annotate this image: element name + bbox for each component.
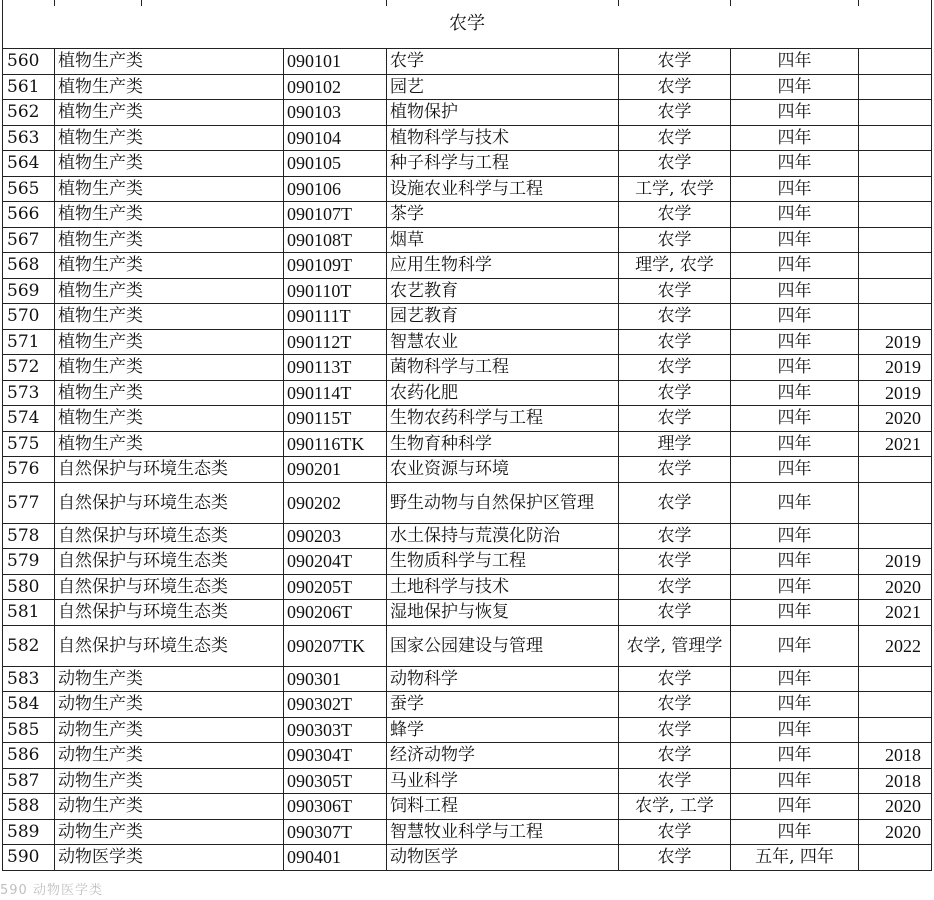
year-added-cell [859, 125, 932, 151]
row-number: 588 [3, 794, 55, 820]
category-cell: 植物生产类 [55, 227, 284, 253]
row-number: 564 [3, 151, 55, 177]
category-cell: 植物生产类 [55, 304, 284, 330]
duration-cell: 四年 [731, 692, 859, 718]
duration-cell: 四年 [731, 380, 859, 406]
year-added-cell: 2021 [859, 431, 932, 457]
category-cell: 动物生产类 [55, 717, 284, 743]
degree-cell: 农学, 工学 [619, 794, 731, 820]
major-name-cell: 设施农业科学与工程 [387, 176, 619, 202]
row-number: 572 [3, 355, 55, 381]
duration-cell: 四年 [731, 482, 859, 523]
table-row [3, 406, 932, 432]
table-row [3, 329, 932, 355]
row-number: 574 [3, 406, 55, 432]
year-added-cell [859, 666, 932, 692]
year-added-cell: 2019 [859, 380, 932, 406]
degree-cell: 农学 [619, 692, 731, 718]
table-row [3, 176, 932, 202]
table-row [3, 227, 932, 253]
category-cell: 植物生产类 [55, 49, 284, 75]
table-row [3, 625, 932, 666]
major-code-cell: 090201 [284, 457, 387, 483]
degree-cell: 农学 [619, 666, 731, 692]
table-row [3, 253, 932, 279]
row-number: 567 [3, 227, 55, 253]
major-code-cell: 090205T [284, 574, 387, 600]
category-cell: 植物生产类 [55, 355, 284, 381]
major-code-cell: 090207TK [284, 625, 387, 666]
major-code-cell: 090109T [284, 253, 387, 279]
major-name-cell: 应用生物科学 [387, 253, 619, 279]
major-catalog-table [2, 0, 931, 871]
table-row [3, 666, 932, 692]
major-name-cell: 园艺 [387, 74, 619, 100]
year-added-cell: 2021 [859, 600, 932, 626]
year-added-cell: 2020 [859, 794, 932, 820]
major-code-cell: 090206T [284, 600, 387, 626]
row-number: 560 [3, 49, 55, 75]
major-name-cell: 野生动物与自然保护区管理 [387, 482, 619, 523]
year-added-cell: 2020 [859, 574, 932, 600]
major-code-cell: 090111T [284, 304, 387, 330]
major-code-cell: 090202 [284, 482, 387, 523]
major-code-cell: 090105 [284, 151, 387, 177]
table-row [3, 278, 932, 304]
degree-cell: 农学 [619, 819, 731, 845]
duration-cell: 四年 [731, 819, 859, 845]
major-code-cell: 090305T [284, 768, 387, 794]
major-name-cell: 水土保持与荒漠化防治 [387, 523, 619, 549]
table-row [3, 380, 932, 406]
duration-cell: 四年 [731, 278, 859, 304]
degree-cell: 农学 [619, 125, 731, 151]
year-added-cell: 2022 [859, 625, 932, 666]
category-cell: 自然保护与环境生态类 [55, 549, 284, 575]
duration-cell: 四年 [731, 523, 859, 549]
major-code-cell: 090106 [284, 176, 387, 202]
table-row [3, 431, 932, 457]
major-name-cell: 农艺教育 [387, 278, 619, 304]
degree-cell: 农学 [619, 355, 731, 381]
duration-cell: 四年 [731, 125, 859, 151]
duration-cell: 四年 [731, 431, 859, 457]
degree-cell: 农学 [619, 768, 731, 794]
major-code-cell: 090102 [284, 74, 387, 100]
major-name-cell: 饲料工程 [387, 794, 619, 820]
duration-cell: 四年 [731, 151, 859, 177]
year-added-cell [859, 845, 932, 871]
table-row [3, 743, 932, 769]
duration-cell: 四年 [731, 253, 859, 279]
major-name-cell: 马业科学 [387, 768, 619, 794]
major-name-cell: 国家公园建设与管理 [387, 625, 619, 666]
category-cell: 植物生产类 [55, 431, 284, 457]
duration-cell: 四年 [731, 355, 859, 381]
row-number: 590 [3, 845, 55, 871]
degree-cell: 农学 [619, 278, 731, 304]
major-name-cell: 农学 [387, 49, 619, 75]
year-added-cell [859, 100, 932, 126]
major-code-cell: 090101 [284, 49, 387, 75]
degree-cell: 农学 [619, 380, 731, 406]
major-code-cell: 090114T [284, 380, 387, 406]
major-name-cell: 动物医学 [387, 845, 619, 871]
row-number: 580 [3, 574, 55, 600]
degree-cell: 农学 [619, 549, 731, 575]
major-code-cell: 090401 [284, 845, 387, 871]
major-name-cell: 农药化肥 [387, 380, 619, 406]
category-cell: 植物生产类 [55, 176, 284, 202]
category-cell: 植物生产类 [55, 202, 284, 228]
year-added-cell [859, 253, 932, 279]
year-added-cell [859, 692, 932, 718]
major-code-cell: 090104 [284, 125, 387, 151]
row-number: 563 [3, 125, 55, 151]
duration-cell: 四年 [731, 304, 859, 330]
year-added-cell [859, 227, 932, 253]
major-name-cell: 植物科学与技术 [387, 125, 619, 151]
row-number: 561 [3, 74, 55, 100]
year-added-cell: 2018 [859, 743, 932, 769]
degree-cell: 农学 [619, 600, 731, 626]
major-code-cell: 090204T [284, 549, 387, 575]
degree-cell: 农学 [619, 227, 731, 253]
row-number: 586 [3, 743, 55, 769]
row-number: 579 [3, 549, 55, 575]
degree-cell: 农学 [619, 304, 731, 330]
table-row [3, 457, 932, 483]
category-cell: 动物生产类 [55, 768, 284, 794]
row-number: 571 [3, 329, 55, 355]
degree-cell: 农学, 管理学 [619, 625, 731, 666]
degree-cell: 农学 [619, 406, 731, 432]
table-row [3, 125, 932, 151]
duration-cell: 五年, 四年 [731, 845, 859, 871]
major-name-cell: 生物质科学与工程 [387, 549, 619, 575]
degree-cell: 农学 [619, 482, 731, 523]
table-row [3, 692, 932, 718]
year-added-cell [859, 457, 932, 483]
row-number: 584 [3, 692, 55, 718]
major-name-cell: 蜂学 [387, 717, 619, 743]
row-number: 583 [3, 666, 55, 692]
duration-cell: 四年 [731, 600, 859, 626]
category-cell: 动物生产类 [55, 819, 284, 845]
row-number: 566 [3, 202, 55, 228]
major-name-cell: 动物科学 [387, 666, 619, 692]
table-row [3, 600, 932, 626]
major-code-cell: 090110T [284, 278, 387, 304]
major-name-cell: 种子科学与工程 [387, 151, 619, 177]
duration-cell: 四年 [731, 666, 859, 692]
watermark: 590 动物医学类 [0, 883, 103, 898]
section-title: 农学 [3, 0, 932, 49]
category-cell: 自然保护与环境生态类 [55, 574, 284, 600]
degree-cell: 农学 [619, 523, 731, 549]
duration-cell: 四年 [731, 406, 859, 432]
duration-cell: 四年 [731, 74, 859, 100]
category-cell: 动物医学类 [55, 845, 284, 871]
category-cell: 植物生产类 [55, 253, 284, 279]
category-cell: 植物生产类 [55, 329, 284, 355]
category-cell: 植物生产类 [55, 151, 284, 177]
duration-cell: 四年 [731, 574, 859, 600]
duration-cell: 四年 [731, 457, 859, 483]
category-cell: 植物生产类 [55, 406, 284, 432]
major-code-cell: 090108T [284, 227, 387, 253]
table-row [3, 717, 932, 743]
major-name-cell: 园艺教育 [387, 304, 619, 330]
year-added-cell [859, 482, 932, 523]
year-added-cell: 2019 [859, 355, 932, 381]
category-cell: 植物生产类 [55, 278, 284, 304]
table-row [3, 819, 932, 845]
category-cell: 自然保护与环境生态类 [55, 600, 284, 626]
major-code-cell: 090112T [284, 329, 387, 355]
row-number: 576 [3, 457, 55, 483]
year-added-cell [859, 151, 932, 177]
table-row [3, 49, 932, 75]
table-row [3, 100, 932, 126]
degree-cell: 农学 [619, 574, 731, 600]
major-name-cell: 烟草 [387, 227, 619, 253]
row-number: 565 [3, 176, 55, 202]
category-cell: 自然保护与环境生态类 [55, 523, 284, 549]
duration-cell: 四年 [731, 100, 859, 126]
major-name-cell: 生物农药科学与工程 [387, 406, 619, 432]
major-name-cell: 茶学 [387, 202, 619, 228]
year-added-cell [859, 49, 932, 75]
table-row [3, 523, 932, 549]
duration-cell: 四年 [731, 717, 859, 743]
row-number: 589 [3, 819, 55, 845]
row-number: 578 [3, 523, 55, 549]
duration-cell: 四年 [731, 49, 859, 75]
duration-cell: 四年 [731, 743, 859, 769]
row-number: 568 [3, 253, 55, 279]
category-cell: 植物生产类 [55, 125, 284, 151]
table-row [3, 151, 932, 177]
row-number: 577 [3, 482, 55, 523]
category-cell: 动物生产类 [55, 692, 284, 718]
row-number: 575 [3, 431, 55, 457]
table-row [3, 794, 932, 820]
degree-cell: 工学, 农学 [619, 176, 731, 202]
major-name-cell: 湿地保护与恢复 [387, 600, 619, 626]
table-row [3, 482, 932, 523]
table-row [3, 355, 932, 381]
row-number: 569 [3, 278, 55, 304]
duration-cell: 四年 [731, 227, 859, 253]
row-number: 573 [3, 380, 55, 406]
major-code-cell: 090306T [284, 794, 387, 820]
category-cell: 动物生产类 [55, 666, 284, 692]
category-cell: 自然保护与环境生态类 [55, 457, 284, 483]
year-added-cell: 2018 [859, 768, 932, 794]
row-number: 587 [3, 768, 55, 794]
table-row [3, 74, 932, 100]
major-code-cell: 090307T [284, 819, 387, 845]
degree-cell: 农学 [619, 457, 731, 483]
major-name-cell: 蚕学 [387, 692, 619, 718]
degree-cell: 农学 [619, 49, 731, 75]
degree-cell: 农学 [619, 202, 731, 228]
degree-cell: 农学 [619, 151, 731, 177]
duration-cell: 四年 [731, 794, 859, 820]
major-name-cell: 农业资源与环境 [387, 457, 619, 483]
row-number: 562 [3, 100, 55, 126]
duration-cell: 四年 [731, 549, 859, 575]
major-code-cell: 090116TK [284, 431, 387, 457]
major-code-cell: 090107T [284, 202, 387, 228]
degree-cell: 理学, 农学 [619, 253, 731, 279]
category-cell: 植物生产类 [55, 74, 284, 100]
degree-cell: 农学 [619, 74, 731, 100]
table-row [3, 549, 932, 575]
year-added-cell: 2020 [859, 406, 932, 432]
row-number: 582 [3, 625, 55, 666]
year-added-cell [859, 74, 932, 100]
degree-cell: 农学 [619, 329, 731, 355]
category-cell: 动物生产类 [55, 743, 284, 769]
degree-cell: 农学 [619, 100, 731, 126]
row-number: 585 [3, 717, 55, 743]
category-cell: 植物生产类 [55, 100, 284, 126]
degree-cell: 农学 [619, 845, 731, 871]
major-code-cell: 090203 [284, 523, 387, 549]
year-added-cell [859, 304, 932, 330]
year-added-cell [859, 176, 932, 202]
major-code-cell: 090103 [284, 100, 387, 126]
duration-cell: 四年 [731, 625, 859, 666]
degree-cell: 理学 [619, 431, 731, 457]
table-row [3, 304, 932, 330]
major-name-cell: 生物育种科学 [387, 431, 619, 457]
table-row [3, 768, 932, 794]
category-cell: 植物生产类 [55, 380, 284, 406]
major-name-cell: 智慧农业 [387, 329, 619, 355]
major-code-cell: 090113T [284, 355, 387, 381]
category-cell: 自然保护与环境生态类 [55, 625, 284, 666]
major-name-cell: 智慧牧业科学与工程 [387, 819, 619, 845]
year-added-cell: 2020 [859, 819, 932, 845]
section-header-row [3, 0, 932, 49]
year-added-cell [859, 202, 932, 228]
major-code-cell: 090302T [284, 692, 387, 718]
duration-cell: 四年 [731, 329, 859, 355]
year-added-cell: 2019 [859, 329, 932, 355]
table-row [3, 845, 932, 871]
degree-cell: 农学 [619, 717, 731, 743]
table-row [3, 202, 932, 228]
category-cell: 动物生产类 [55, 794, 284, 820]
year-added-cell [859, 278, 932, 304]
year-added-cell [859, 523, 932, 549]
major-name-cell: 经济动物学 [387, 743, 619, 769]
duration-cell: 四年 [731, 768, 859, 794]
degree-cell: 农学 [619, 743, 731, 769]
row-number: 570 [3, 304, 55, 330]
major-name-cell: 菌物科学与工程 [387, 355, 619, 381]
duration-cell: 四年 [731, 202, 859, 228]
year-added-cell: 2019 [859, 549, 932, 575]
major-code-cell: 090303T [284, 717, 387, 743]
category-cell: 自然保护与环境生态类 [55, 482, 284, 523]
table-row [3, 574, 932, 600]
year-added-cell [859, 717, 932, 743]
major-name-cell: 土地科学与技术 [387, 574, 619, 600]
major-code-cell: 090115T [284, 406, 387, 432]
duration-cell: 四年 [731, 176, 859, 202]
major-code-cell: 090304T [284, 743, 387, 769]
major-code-cell: 090301 [284, 666, 387, 692]
row-number: 581 [3, 600, 55, 626]
major-name-cell: 植物保护 [387, 100, 619, 126]
